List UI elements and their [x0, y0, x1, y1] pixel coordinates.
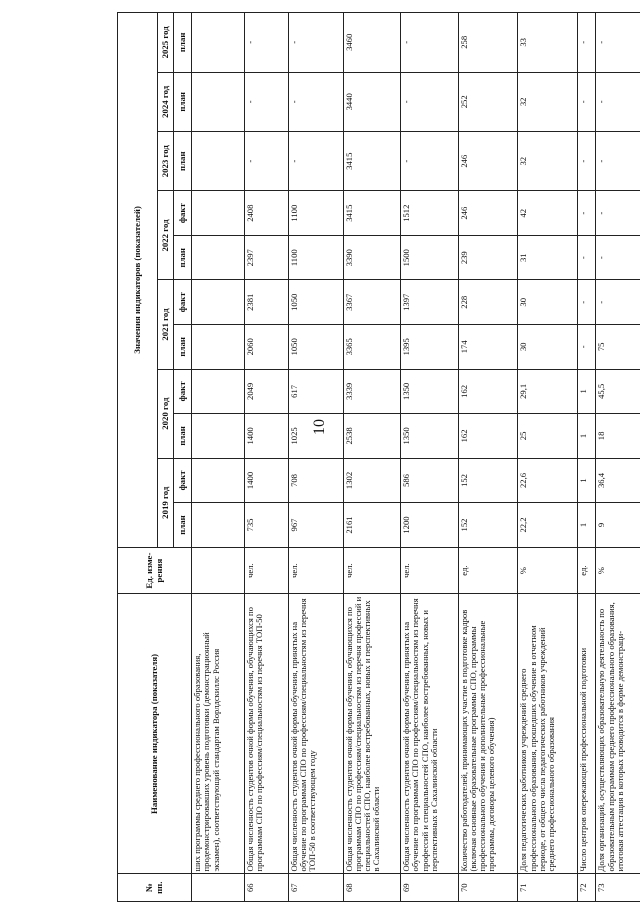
value-cell: 3415 [343, 191, 400, 236]
table-row [401, 13, 458, 902]
value-cell: 258 [458, 13, 518, 73]
value-cell: - [244, 13, 288, 73]
header-values: Значения индикаторов (показателей) [118, 13, 158, 548]
value-cell [192, 280, 245, 325]
value-cell: 617 [288, 369, 343, 414]
table-row [458, 13, 518, 902]
table-row [288, 13, 343, 902]
indicator-name: Общая численность студентов очной формы обучения, обучающихся по программам СПО по профессиям/специальностям из перечня ТОП-50 [244, 594, 288, 874]
value-cell: - [577, 235, 595, 280]
value-cell: - [244, 72, 288, 131]
value-cell: 735 [244, 503, 288, 548]
header-num: № пп. [118, 874, 192, 902]
value-cell: 1 [577, 369, 595, 414]
value-cell: 1200 [401, 503, 458, 548]
value-cell: 162 [458, 369, 518, 414]
value-cell: 2397 [244, 235, 288, 280]
value-cell: 239 [458, 235, 518, 280]
indicators-table [117, 12, 640, 902]
header-name: Наименование индикатора (показателя) [118, 594, 192, 874]
table-row [192, 13, 245, 902]
value-cell: 1395 [401, 325, 458, 370]
header-year: 2023 год [158, 132, 174, 191]
value-cell: 32 [518, 72, 578, 131]
indicator-name: Доля организаций, осуществляющих образовательную деятельность по образовательным программам среднего профессионального образования, итоговая аттестация в которых проводится в форме демонстраци- [596, 594, 640, 874]
unit-cell: чел. [401, 547, 458, 594]
value-cell [192, 458, 245, 503]
indicator-name: Доля педагогических работников учреждений среднего профессионального образования, прошедших обучение в отчетном периоде, от общего числа педагогических работников учреждений среднего профессионального образования [518, 594, 578, 874]
value-cell: 22,2 [518, 503, 578, 548]
value-cell: 246 [458, 191, 518, 236]
value-cell: 2408 [244, 191, 288, 236]
value-cell: 45,5 [596, 369, 640, 414]
value-cell: - [577, 72, 595, 131]
indicator-name: Общая численность студентов очной формы обучения, обучающихся по программам СПО по профессиям/специальностям из перечня профессий и специальностей СПО, наиболее востребованных, новых и перспективных в Сахалинской области [343, 594, 400, 874]
value-cell: 36,4 [596, 458, 640, 503]
row-number: 68 [343, 874, 400, 902]
value-cell: 2049 [244, 369, 288, 414]
header-plan: план [174, 13, 192, 73]
value-cell: 3339 [343, 369, 400, 414]
value-cell: 3365 [343, 325, 400, 370]
row-number: 73 [596, 874, 640, 902]
value-cell: 18 [596, 414, 640, 459]
value-cell: 1 [577, 414, 595, 459]
value-cell: - [596, 72, 640, 131]
row-number: 69 [401, 874, 458, 902]
value-cell: 2381 [244, 280, 288, 325]
table-row [518, 13, 578, 902]
header-year: 2024 год [158, 72, 174, 131]
value-cell: - [596, 13, 640, 73]
value-cell: - [596, 235, 640, 280]
value-cell: 1 [577, 503, 595, 548]
header-year: 2019 год [158, 458, 174, 547]
unit-cell: ед. [458, 547, 518, 594]
value-cell: 586 [401, 458, 458, 503]
value-cell: 1350 [401, 414, 458, 459]
value-cell: 2538 [343, 414, 400, 459]
value-cell [192, 72, 245, 131]
value-cell [192, 325, 245, 370]
value-cell: - [244, 132, 288, 191]
unit-cell: ед. [577, 547, 595, 594]
value-cell: 2161 [343, 503, 400, 548]
value-cell: 31 [518, 235, 578, 280]
value-cell: 3440 [343, 72, 400, 131]
value-cell: 22,6 [518, 458, 578, 503]
table-row [577, 13, 595, 902]
value-cell: 3415 [343, 132, 400, 191]
row-number: 71 [518, 874, 578, 902]
row-number: 66 [244, 874, 288, 902]
value-cell: - [401, 13, 458, 73]
header-plan: план [174, 325, 192, 370]
row-number: 67 [288, 874, 343, 902]
value-cell: 152 [458, 503, 518, 548]
row-number: 70 [458, 874, 518, 902]
value-cell: - [288, 72, 343, 131]
value-cell: 1397 [401, 280, 458, 325]
value-cell: - [577, 191, 595, 236]
indicator-name: Общая численность студентов очной формы обучения, принятых на обучение по программам СПО по профессиям/специальностям из перечня ТОП-50 в соответствующем году [288, 594, 343, 874]
value-cell: - [401, 132, 458, 191]
rotated-table-wrapper [117, 12, 640, 902]
header-unit: Ед. изме- рения [118, 547, 192, 594]
value-cell: 174 [458, 325, 518, 370]
header-year: 2020 год [158, 369, 174, 458]
value-cell: 1100 [288, 235, 343, 280]
value-cell: - [596, 191, 640, 236]
unit-cell: % [596, 547, 640, 594]
header-fact: факт [174, 191, 192, 236]
value-cell: 30 [518, 280, 578, 325]
value-cell: 1512 [401, 191, 458, 236]
value-cell [192, 503, 245, 548]
value-cell: 30 [518, 325, 578, 370]
value-cell: 1050 [288, 325, 343, 370]
value-cell: 2060 [244, 325, 288, 370]
page-number: 10 [311, 419, 328, 435]
unit-cell: чел. [343, 547, 400, 594]
value-cell: 708 [288, 458, 343, 503]
value-cell: 228 [458, 280, 518, 325]
row-number [192, 874, 245, 902]
row-number: 72 [577, 874, 595, 902]
value-cell [192, 13, 245, 73]
value-cell: - [577, 325, 595, 370]
value-cell: 1302 [343, 458, 400, 503]
value-cell: 3460 [343, 13, 400, 73]
header-fact: факт [174, 280, 192, 325]
value-cell: 3390 [343, 235, 400, 280]
table-row [244, 13, 288, 902]
header-year: 2025 год [158, 13, 174, 73]
value-cell: - [577, 13, 595, 73]
header-year: 2021 год [158, 280, 174, 369]
value-cell: 32 [518, 132, 578, 191]
value-cell: 162 [458, 414, 518, 459]
header-plan: план [174, 503, 192, 548]
indicator-name: ших программы среднего профессионального образования, продемонстрировавших уровень подготовки (демонстрационный экзамен), соответствующий стандартам Ворлдскиллс Россия [192, 594, 245, 874]
value-cell [192, 132, 245, 191]
value-cell: 1400 [244, 414, 288, 459]
value-cell: 25 [518, 414, 578, 459]
value-cell: 3367 [343, 280, 400, 325]
header-plan: план [174, 414, 192, 459]
value-cell: - [288, 132, 343, 191]
value-cell: - [288, 13, 343, 73]
value-cell [192, 191, 245, 236]
value-cell: 29,1 [518, 369, 578, 414]
header-plan: план [174, 72, 192, 131]
value-cell: - [401, 72, 458, 131]
indicator-name: Количество работодателей, принимающих участие в подготовке кадров (включая основные образовательные программы СПО, программы профессионального обучения и дополнительные профессиональные программы, договоры целевого обучения) [458, 594, 518, 874]
value-cell: 246 [458, 132, 518, 191]
value-cell: 1500 [401, 235, 458, 280]
value-cell: 75 [596, 325, 640, 370]
value-cell [192, 369, 245, 414]
header-fact: факт [174, 458, 192, 503]
value-cell: 1100 [288, 191, 343, 236]
header-fact: факт [174, 369, 192, 414]
value-cell: - [596, 132, 640, 191]
value-cell: 42 [518, 191, 578, 236]
unit-cell: чел. [244, 547, 288, 594]
value-cell: 152 [458, 458, 518, 503]
value-cell: 967 [288, 503, 343, 548]
header-plan: план [174, 235, 192, 280]
value-cell: - [596, 280, 640, 325]
indicator-name: Общая численность студентов очной формы обучения, принятых на обучение по программам СПО по профессиям/специальностям из перечня профессий и специальностей СПО, наиболее востребованных, новых и перспективных в Сахалинской области [401, 594, 458, 874]
table-row [596, 13, 640, 902]
header-year: 2022 год [158, 191, 174, 280]
value-cell: - [577, 280, 595, 325]
header-plan: план [174, 132, 192, 191]
value-cell: 1 [577, 458, 595, 503]
value-cell: 1025 [288, 414, 343, 459]
value-cell: 9 [596, 503, 640, 548]
value-cell: 252 [458, 72, 518, 131]
unit-cell: % [518, 547, 578, 594]
value-cell [192, 414, 245, 459]
indicator-name: Число центров опережающей профессиональной подготовки [577, 594, 595, 874]
value-cell: 33 [518, 13, 578, 73]
value-cell: - [577, 132, 595, 191]
table-row [343, 13, 400, 902]
value-cell [192, 235, 245, 280]
value-cell: 1350 [401, 369, 458, 414]
unit-cell: чел. [288, 547, 343, 594]
value-cell: 1400 [244, 458, 288, 503]
unit-cell [192, 547, 245, 594]
value-cell: 1050 [288, 280, 343, 325]
